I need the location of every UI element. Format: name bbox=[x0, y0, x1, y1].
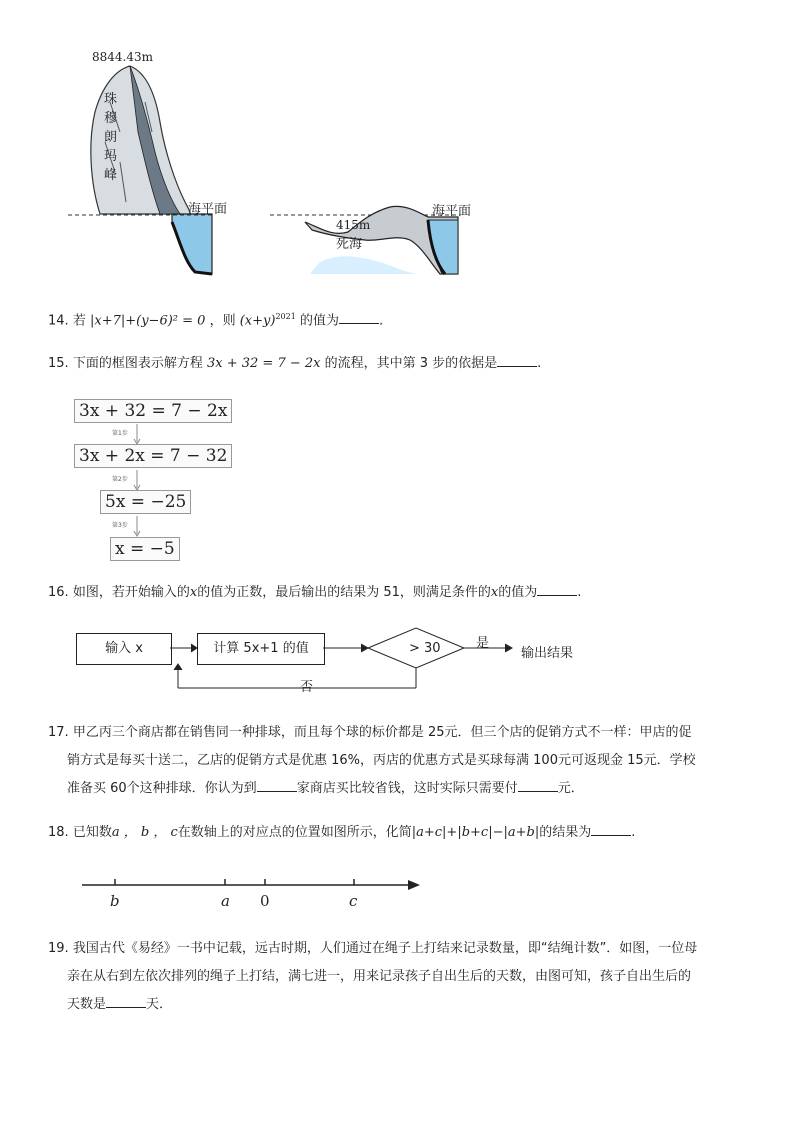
question-16: 16. 如图，若开始输入的x的值为正数，最后输出的结果为 51，则满足条件的x的值为 . bbox=[48, 585, 582, 600]
yes-arrow bbox=[464, 640, 520, 656]
step-2-label: 第2步 bbox=[112, 476, 128, 483]
label-c: c bbox=[349, 892, 358, 910]
question-19-line3: 天数是 天． bbox=[67, 997, 173, 1012]
answer-blank[interactable] bbox=[497, 354, 537, 367]
flow-eq-2: 3x + 2x = 7 − 32 bbox=[74, 444, 232, 468]
no-label: 否 bbox=[300, 680, 314, 695]
label-a: a bbox=[221, 892, 230, 910]
flow16-lines bbox=[166, 626, 476, 692]
step-1-label: 第1步 bbox=[112, 430, 128, 437]
question-17-line2: 销方式是每买十送二，乙店的促销方式是优惠 16%，丙店的优惠方式是买球每满 100元可返现金 15元．学校 bbox=[67, 753, 696, 768]
sea-level-label-left: 海平面 bbox=[188, 202, 228, 217]
question-19-line2: 亲在从右到左依次排列的绳子上打结，满七进一，用来记录孩子自出生后的天数，由图可知，孩子自出生后的 bbox=[67, 969, 692, 984]
answer-blank[interactable] bbox=[339, 311, 379, 324]
condition-label: > 30 bbox=[409, 641, 441, 656]
number-line-axis bbox=[80, 876, 426, 896]
question-19: 19. 我国古代《易经》一书中记载，远古时期，人们通过在绳子上打结来记录数量，即“结绳计数”．如图，一位母 bbox=[48, 941, 698, 956]
answer-blank[interactable] bbox=[106, 995, 146, 1008]
peak-name: 珠 穆 朗 玛 峰 bbox=[104, 92, 118, 183]
compute-box: 计算 5x+1 的值 bbox=[197, 633, 325, 665]
mountain-sea-illustration bbox=[60, 62, 480, 282]
question-17: 17. 甲乙丙三个商店都在销售同一种排球，而且每个球的标价都是 25元．但三个店的促销方式不一样：甲店的促 bbox=[48, 725, 692, 740]
answer-blank[interactable] bbox=[591, 823, 631, 836]
yes-label: 是 bbox=[476, 636, 490, 651]
step-3-label: 第3步 bbox=[112, 522, 128, 529]
flow-eq-4: x = −5 bbox=[110, 537, 180, 561]
dead-sea-label: 死海 bbox=[336, 237, 363, 252]
question-18: 18. 已知数a ， b ， c在数轴上的对应点的位置如图所示，化简|a+c|+|b+c|−|a+b|的结果为 . bbox=[48, 825, 636, 840]
label-zero: 0 bbox=[260, 892, 270, 910]
elevation-label: 8844.43m bbox=[92, 50, 154, 64]
flow-eq-1: 3x + 32 = 7 − 2x bbox=[74, 399, 232, 423]
answer-blank[interactable] bbox=[537, 583, 577, 596]
output-label: 输出结果 bbox=[521, 646, 574, 661]
sea-level-label-right: 海平面 bbox=[432, 204, 472, 219]
input-box: 输入 x bbox=[76, 633, 172, 665]
question-15: 15. 下面的框图表示解方程 3x + 32 = 7 − 2x 的流程，其中第 3 步的依据是 . bbox=[48, 356, 542, 371]
question-14: 14. 若 |x+7|+(y−6)² = 0 ，则 $(x+y)^{2021}$ 的值为 . bbox=[48, 312, 384, 329]
question-17-line3: 准备买 60个这种排球．你认为到 家商店买比较省钱，这时实际只需要付 元． bbox=[67, 781, 584, 796]
answer-blank[interactable] bbox=[518, 779, 558, 792]
depth-label: 415m bbox=[336, 218, 371, 232]
answer-blank[interactable] bbox=[257, 779, 297, 792]
flow-eq-3: 5x = −25 bbox=[100, 490, 191, 514]
flow-arrows bbox=[130, 422, 144, 540]
label-b: b bbox=[110, 892, 120, 910]
